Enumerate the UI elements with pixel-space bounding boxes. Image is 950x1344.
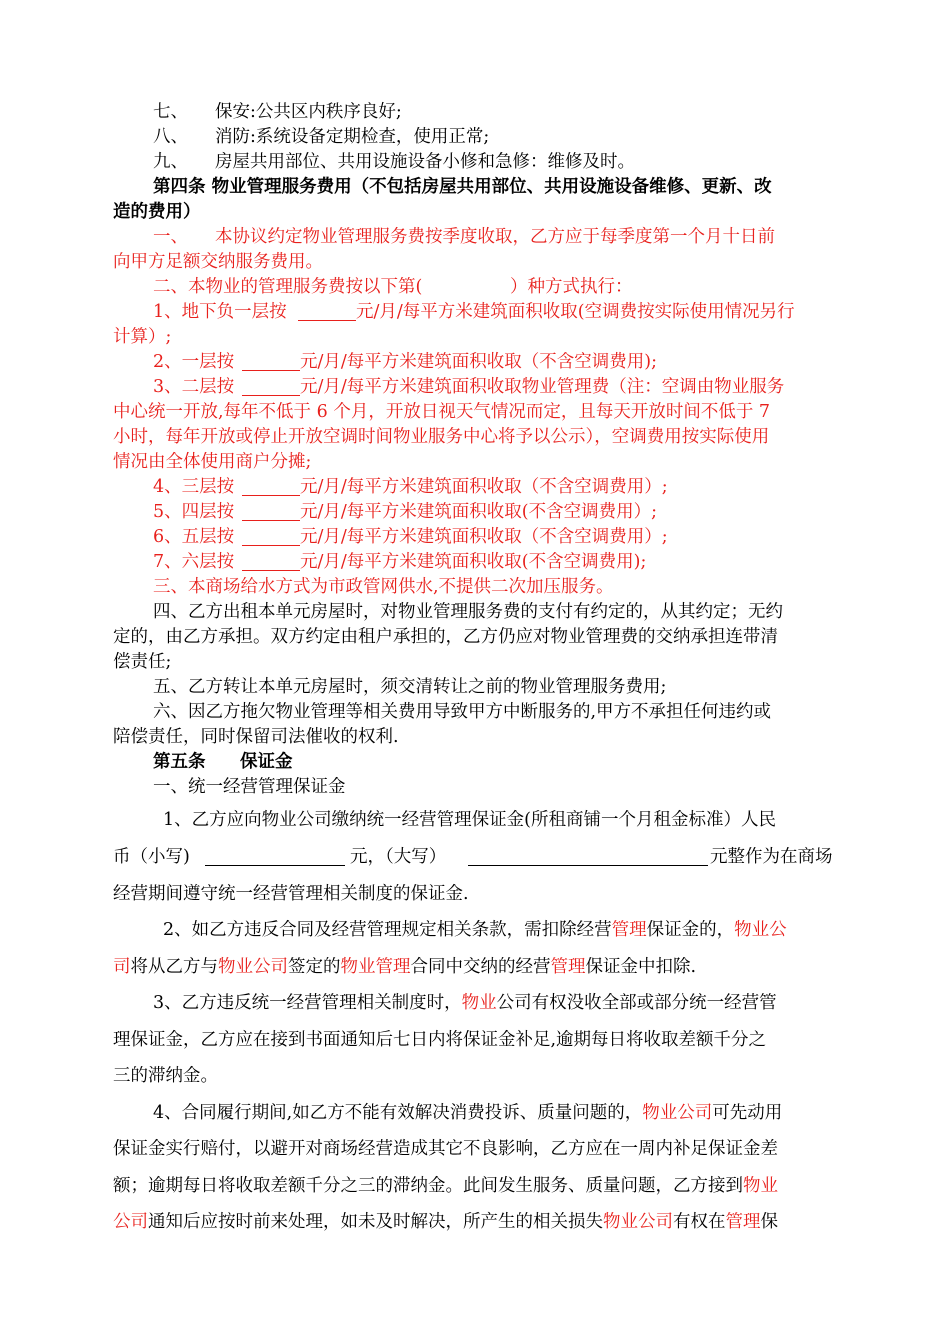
clause-text: 签定的 xyxy=(288,957,341,977)
option-label: 1、地下负一层按 xyxy=(153,302,287,322)
option-text: 中心统一开放,每年不低于 6 个月，开放日视天气情况而定，且每天开放时间不低于 7 xyxy=(113,402,771,422)
clause-text: 理保证金，乙方应在接到书面通知后七日内将保证金补足,逾期每日将收取差额千分之 xyxy=(113,1030,767,1050)
highlight-text: 公司 xyxy=(113,1212,148,1232)
option-text: 元/月/每平方米建筑面积收取物业管理费（注：空调由物业服务 xyxy=(300,377,785,397)
clause-text: 经营期间遵守统一经营管理相关制度的保证金. xyxy=(113,884,469,904)
clause-line xyxy=(153,1101,782,1125)
title-line: 第四条 物业管理服务费用（不包括房屋共用部位、共用设施设备维修、更新、改 xyxy=(153,177,772,197)
item-number: 八、 xyxy=(153,127,188,147)
fee-blank[interactable] xyxy=(242,478,300,496)
fee-blank[interactable] xyxy=(242,528,300,546)
clause-text: 将从乙方与 xyxy=(130,957,218,977)
clause-text: 三、本商场给水方式为市政管网供水,不提供二次加压服务。 xyxy=(153,577,614,597)
clause-text: 公司有权没收全部或部分统一经营管 xyxy=(496,993,777,1013)
item-number: 九、 xyxy=(153,152,188,172)
clause-text: 额；逾期每日将收取差额千分之三的滞纳金。此间发生服务、质量问题，乙方接到 xyxy=(113,1176,743,1196)
clause-text: 4、合同履行期间,如乙方不能有效解决消费投诉、质量问题的， xyxy=(153,1103,643,1123)
clause-text: 3、乙方违反统一经营管理相关制度时， xyxy=(153,993,462,1013)
clause-text: 元，（大写） xyxy=(350,847,447,867)
highlight-text: 管理 xyxy=(550,957,586,977)
clause-text: 二、本物业的管理服务费按以下第( xyxy=(153,277,423,297)
amount-words-blank[interactable] xyxy=(468,848,708,866)
clause-text: 保证金的， xyxy=(646,920,735,940)
clause-text: 1、乙方应向物业公司缴纳统一经营管理保证金(所租商铺一个月租金标准）人民 xyxy=(163,810,776,830)
clause-line xyxy=(153,991,777,1015)
option-text: 元/月/每平方米建筑面积收取（不含空调费用）; xyxy=(300,477,668,497)
option-text: 情况由全体使用商户分摊; xyxy=(113,452,312,472)
clause-text: 向甲方足额交纳服务费用。 xyxy=(113,252,323,272)
option-text: 元/月/每平方米建筑面积收取(空调费按实际使用情况另行 xyxy=(356,302,795,322)
clause-text: 有权在 xyxy=(673,1212,726,1232)
clause-text: 保证金中扣除. xyxy=(585,957,697,977)
highlight-text: 物业公司 xyxy=(603,1212,673,1232)
clause-text: 偿责任; xyxy=(113,652,172,672)
fee-blank[interactable] xyxy=(242,378,300,396)
clause-number: 一、 xyxy=(153,227,188,247)
fee-blank[interactable] xyxy=(242,353,300,371)
clause-text: 保证金实行赔付，以避开对商场经营造成其它不良影响，乙方应在一周内补足保证金差 xyxy=(113,1139,778,1159)
clause-text: 定的，由乙方承担。双方约定由租户承担的，乙方仍应对物业管理费的交纳承担连带清 xyxy=(113,627,778,647)
amount-figures-blank[interactable] xyxy=(205,848,345,866)
highlight-text: 物业 xyxy=(461,993,497,1013)
clause-text: 可先动用 xyxy=(712,1103,783,1123)
highlight-text: 司 xyxy=(113,957,131,977)
clause-line xyxy=(113,955,696,979)
highlight-text: 物业管理 xyxy=(340,957,411,977)
highlight-text: 物业公司 xyxy=(642,1103,713,1123)
title-text: 保证金 xyxy=(240,752,293,772)
clause-text: 合同中交纳的经营 xyxy=(410,957,551,977)
option-label: 7、六层按 xyxy=(153,552,235,572)
clause-text: 五、乙方转让本单元房屋时，须交清转让之前的物业管理服务费用; xyxy=(153,677,667,697)
option-label: 3、二层按 xyxy=(153,377,235,397)
clause-text: 本协议约定物业管理服务费按季度收取，乙方应于每季度第一个月十日前 xyxy=(215,227,775,247)
option-label: 5、四层按 xyxy=(153,502,235,522)
highlight-text: 管理 xyxy=(611,920,647,940)
title-line: 造的费用） xyxy=(113,202,201,222)
clause-text: 币（小写) xyxy=(113,847,190,867)
option-text: 元/月/每平方米建筑面积收取(不含空调费用）; xyxy=(300,502,658,522)
highlight-text: 物业公 xyxy=(734,920,787,940)
item-text: 保安:公共区内秩序良好; xyxy=(215,102,402,122)
option-label: 2、一层按 xyxy=(153,352,235,372)
option-text: 元/月/每平方米建筑面积收取（不含空调费用); xyxy=(300,352,658,372)
clause-line xyxy=(113,1174,778,1198)
option-label: 6、五层按 xyxy=(153,527,235,547)
title-number: 第五条 xyxy=(153,752,206,772)
item-number: 七、 xyxy=(153,102,188,122)
clause-text: 三的滞纳金。 xyxy=(113,1066,218,1086)
fee-blank[interactable] xyxy=(298,303,356,321)
highlight-text: 管理 xyxy=(725,1212,761,1232)
clause-text: 元整作为在商场 xyxy=(710,847,833,867)
option-text: 元/月/每平方米建筑面积收取（不含空调费用）; xyxy=(300,527,668,547)
clause-text: 保 xyxy=(760,1212,778,1232)
option-label: 4、三层按 xyxy=(153,477,235,497)
clause-text: 通知后应按时前来处理，如未及时解决，所产生的相关损失 xyxy=(148,1212,603,1232)
fee-blank[interactable] xyxy=(242,553,300,571)
option-text: 小时，每年开放或停止开放空调时间物业服务中心将予以公示），空调费用按实际使用 xyxy=(113,427,770,447)
highlight-text: 物业公司 xyxy=(218,957,288,977)
clause-text: 2、如乙方违反合同及经营管理规定相关条款，需扣除经营 xyxy=(163,920,612,940)
clause-text: 四、乙方出租本单元房屋时，对物业管理服务费的支付有约定的，从其约定；无约 xyxy=(153,602,783,622)
subheading: 一、统一经营管理保证金 xyxy=(153,777,346,797)
option-text: 元/月/每平方米建筑面积收取(不含空调费用); xyxy=(300,552,647,572)
fee-blank[interactable] xyxy=(242,503,300,521)
clause-line xyxy=(113,1210,778,1234)
item-text: 房屋共用部位、共用设施设备小修和急修：维修及时。 xyxy=(215,152,635,172)
clause-text: 六、因乙方拖欠物业管理等相关费用导致甲方中断服务的,甲方不承担任何违约或 xyxy=(153,702,772,722)
highlight-text: 物业 xyxy=(743,1176,778,1196)
clause-text: 陪偿责任，同时保留司法催收的权利. xyxy=(113,727,399,747)
clause-text: ）种方式执行： xyxy=(510,277,633,297)
clause-line xyxy=(163,918,787,942)
option-text: 计算）; xyxy=(113,327,172,347)
item-text: 消防:系统设备定期检查，使用正常; xyxy=(215,127,490,147)
